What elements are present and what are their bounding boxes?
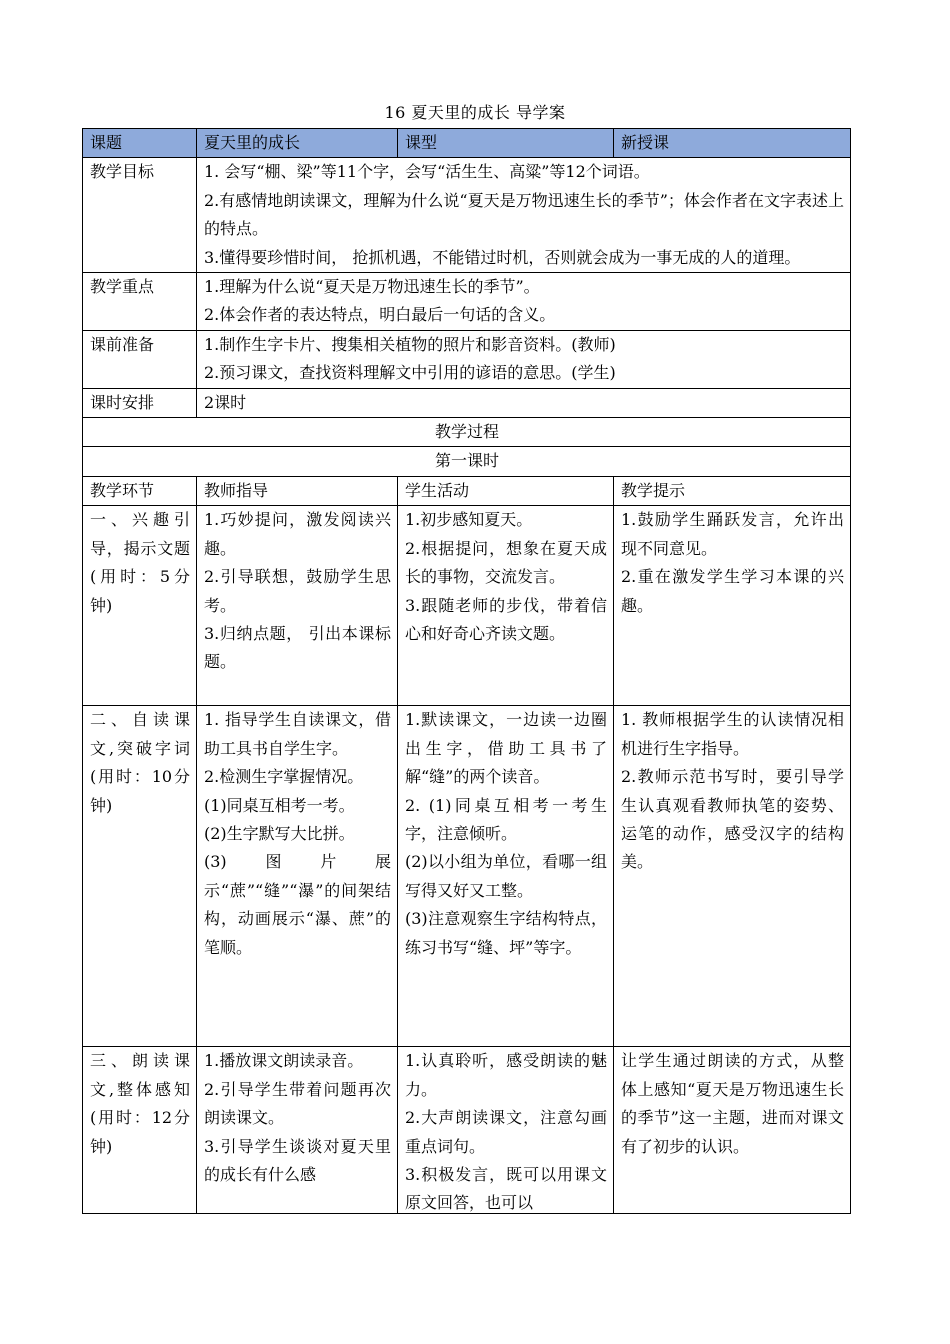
step-tips: [614, 1047, 851, 1214]
step-stage-text: 三、朗读课文,整体感知(用时：12分钟): [90, 1051, 190, 1156]
objective-line: 2.有感情地朗读课文，理解为什么说“夏天是万物迅速生长的季节”；体会作者在文字表述上的特点。: [204, 190, 844, 239]
student-line: 2.大声朗读课文，注意勾画重点词句。: [405, 1108, 607, 1156]
lesson-title-row: [83, 447, 851, 476]
teacher-line: (2)生字默写大比拼。: [204, 823, 355, 843]
student-line: 1.认真聆听，感受朗读的魅力。: [405, 1051, 607, 1099]
tip-line: 2.教师示范书写时，要引导学生认真观看教师执笔的姿势、运笔的动作，感受汉字的结构美。: [621, 767, 844, 872]
process-title: 教学过程: [83, 418, 851, 447]
step-tips: [614, 706, 851, 1047]
tip-line: 1.鼓励学生踊跃发言，允许出现不同意见。: [621, 510, 844, 558]
student-line: 1.初步感知夏天。: [405, 510, 533, 530]
process-title-row: [83, 418, 851, 447]
step-row: [83, 706, 851, 1047]
step-stage: 二、自读课文,突破字词(用时：10分钟): [83, 706, 197, 1047]
student-line: 2.根据提问，想象在夏天成长的事物，交流发言。: [405, 538, 607, 587]
teacher-line: (3)图片展示“蔗”“缝”“瀑”的间架结构，动画展示“瀑、蔗”的笔顺。: [204, 852, 391, 957]
teacher-line: 2.引导联想，鼓励学生思考。: [204, 567, 391, 615]
step-student: [398, 1047, 614, 1214]
type-value: 新授课: [614, 129, 851, 158]
key-point-line: 2.体会作者的表达特点，明白最后一句话的含义。: [204, 305, 556, 325]
teacher-line: (1)同桌互相考一考。: [204, 795, 355, 815]
column-header-stage: 教学环节: [83, 476, 197, 505]
step-row: [83, 506, 851, 706]
step-teacher: [197, 1047, 398, 1214]
step-tips: [614, 506, 851, 706]
key-points-content: [197, 273, 851, 331]
topic-label: 课题: [83, 129, 197, 158]
teacher-line: 2.引导学生带着问题再次朗读课文。: [204, 1079, 391, 1128]
lesson-title: 第一课时: [83, 447, 851, 476]
header-row: [83, 129, 851, 158]
student-line: 2. (1)同桌互相考一考生字，注意倾听。: [405, 795, 607, 843]
step-teacher-clip: [204, 1047, 391, 1213]
schedule-line: 2课时: [204, 392, 247, 412]
teacher-line: 2.检测生字掌握情况。: [204, 767, 364, 787]
step-tips-clip: [621, 1047, 844, 1213]
lesson-plan-table: [82, 128, 851, 1214]
schedule-content: [197, 388, 851, 417]
page-title: 16 夏天里的成长 导学案: [384, 103, 566, 122]
preparation-label: 课前准备: [83, 330, 197, 388]
teacher-line: 1.播放课文朗读录音。: [204, 1051, 364, 1071]
preparation-content: [197, 330, 851, 388]
student-line: 1.默读课文，一边读一边圈出生字，借助工具书了解“缝”的两个读音。: [405, 710, 607, 787]
step-stage: 一、兴趣引导，揭示文题(用时：5分钟): [83, 506, 197, 706]
column-header-teacher: 教师指导: [197, 476, 398, 505]
column-header-row: [83, 476, 851, 505]
teacher-line: 1.巧妙提问，激发阅读兴趣。: [204, 510, 391, 558]
objectives-label: 教学目标: [83, 158, 197, 273]
student-line: (3)注意观察生字结构特点，练习书写“缝、坪”等字。: [405, 909, 607, 957]
step-row: [83, 1047, 851, 1214]
step-student: [398, 706, 614, 1047]
objective-line: 1. 会写“棚、梁”等11个字，会写“活生生、高粱”等12个词语。: [204, 162, 650, 182]
tip-line: 1. 教师根据学生的认读情况相机进行生字指导。: [621, 710, 844, 758]
schedule-row: [83, 388, 851, 417]
objectives-content: [197, 158, 851, 273]
teacher-line: 3.引导学生谈谈对夏天里的成长有什么感: [204, 1136, 391, 1184]
student-line: 3.积极发言，既可以用课文原文回答，也可以: [405, 1164, 607, 1213]
step-student: [398, 506, 614, 706]
tip-line: 2.重在激发学生学习本课的兴趣。: [621, 567, 844, 615]
student-line: (2)以小组为单位，看哪一组写得又好又工整。: [405, 852, 607, 900]
objective-line: 3.懂得要珍惜时间， 抢抓机遇，不能错过时机，否则就会成为一事无成的人的道理。: [204, 247, 801, 267]
tip-line: 让学生通过朗读的方式，从整体上感知“夏天是万物迅速生长的季节”这一主题，进而对课文有了初步的认识。: [621, 1051, 844, 1156]
preparation-row: [83, 330, 851, 388]
student-line: 3.跟随老师的步伐，带着信心和好奇心齐读文题。: [405, 595, 607, 643]
step-stage: [83, 1047, 197, 1214]
type-label: 课型: [398, 129, 614, 158]
step-student-clip: [405, 1047, 607, 1213]
objectives-row: [83, 158, 851, 273]
key-points-row: [83, 273, 851, 331]
column-header-student: 学生活动: [398, 476, 614, 505]
teacher-line: 3.归纳点题， 引出本课标题。: [204, 623, 391, 672]
teacher-line: 1. 指导学生自读课文，借助工具书自学生字。: [204, 710, 391, 758]
preparation-line: 1.制作生字卡片、搜集相关植物的照片和影音资料。(教师): [204, 334, 616, 354]
schedule-label: 课时安排: [83, 388, 197, 417]
preparation-line: 2.预习课文，查找资料理解文中引用的谚语的意思。(学生): [204, 363, 616, 383]
step-teacher: [197, 506, 398, 706]
key-points-label: 教学重点: [83, 273, 197, 331]
key-point-line: 1.理解为什么说“夏天是万物迅速生长的季节”。: [204, 277, 540, 297]
topic-value: 夏天里的成长: [197, 129, 398, 158]
step-teacher: [197, 706, 398, 1047]
column-header-tips: 教学提示: [614, 476, 851, 505]
